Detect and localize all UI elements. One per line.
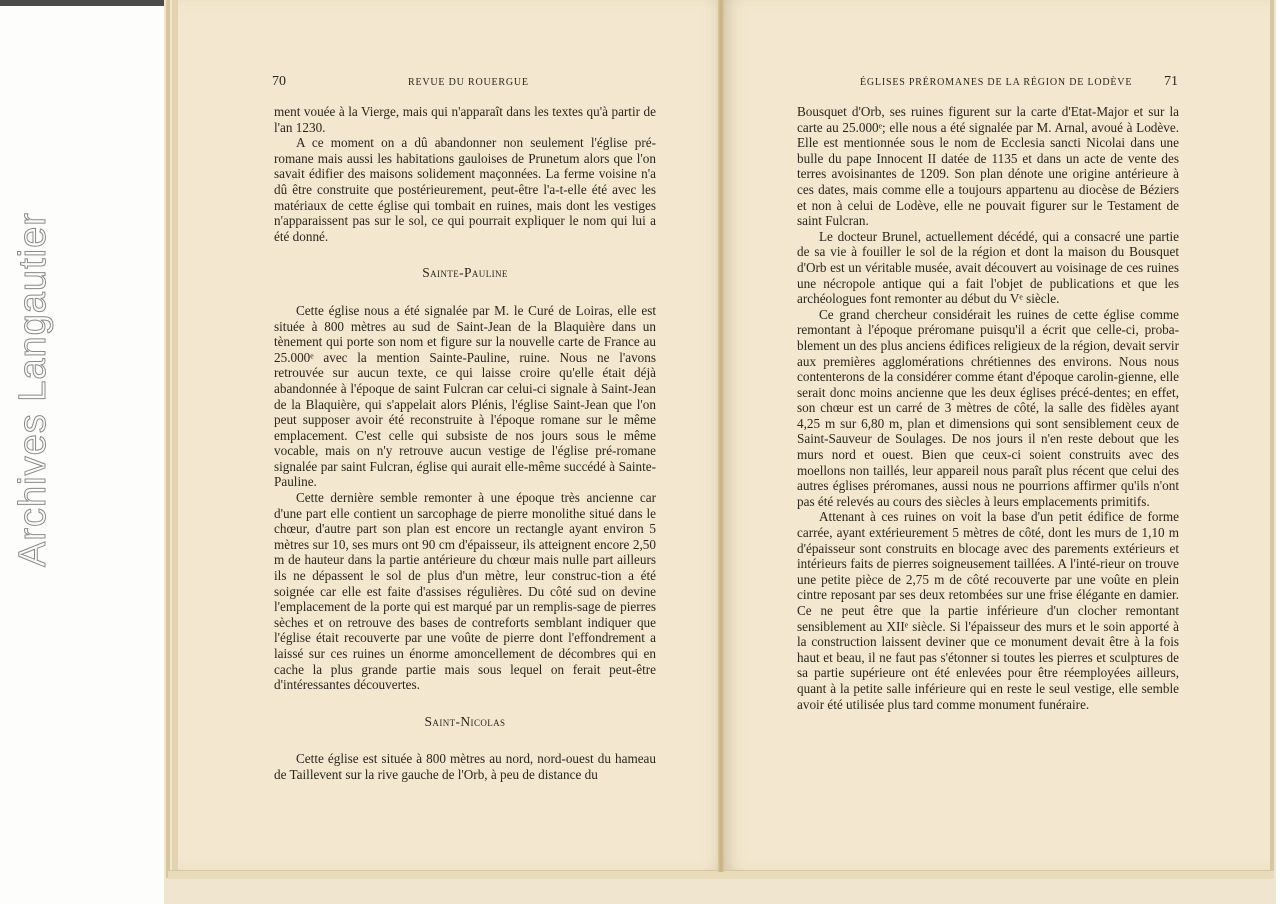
paragraph: Cette église nous a été signalée par M. le Curé de Loiras, elle est située à 800 mètres au sud de Saint-Jean de la Blaquière dans un tènement qui porte son nom et figure sur la nouvelle carte de France au 25.000ᵉ avec la mention Sainte-Pauline, ruine. Nous ne l'avons retrouvée sur aucun texte, ce qui laisse croire qu'elle était déjà abandonnée à l'époque de saint Fulcran car celui-ci signale à Saint-Jean de la Blaquière, qui s'appelait alors Plénis, l'église Saint-Jean que l'on peut supposer avoir été reconstruite à l'époque romane sur le même emplacement. C'est celle qui subsiste de nos jours sous le même vocable, mais on n'y retrouve aucun vestige de l'église pré-romane signalée par saint Fulcran, église qui aurait elle-même succédé à Sainte-Pauline. — [274, 302, 656, 490]
scan-edge-strip — [0, 0, 172, 6]
paragraph: Ce grand chercheur considérait les ruines de cette église comme remontant à l'époque préromane puisqu'il a écrit que celle-ci, proba-blement un des plus anciens édifices religieux de la région, devait servir aux premières agglomérations chrétiennes des environs. Nous nous contenterons de la considérer comme étant d'époque carolin-gienne, elle serait donc moins ancienne que les deux églises précé-dentes; en effet, son chœur est un carré de 3 mètres de côté, la salle des fidèles ayant 4,25 m sur 6,80 m, plan et dimensions qui sont sensiblement ceux de Saint-Sauveur de Soulages. De nos jours il n'en reste debout que les murs nord et ouest. Bien que ceux-ci soient construits avec des moellons non taillés, leur appareil nous paraît plus récent que celui des autres églises préromanes, aussi nous ne pourrions affirmer qu'ils n'ont pas été relevés au cours des siècles à leurs emplacements primitifs. — [797, 306, 1179, 509]
archive-watermark: Archives Langautier — [12, 212, 54, 567]
right-page-text — [797, 104, 1179, 712]
left-page-number: 70 — [272, 74, 286, 89]
paragraph: Bousquet d'Orb, ses ruines figurent sur la carte d'Etat-Major et sur la carte au 25.000ᵉ; elle nous a été signalée par M. Arnal, avoué à Lodève. Elle est mentionnée sous le nom de Ecclesia sancti Nicolai dans une bulle du pape Innocent II datée de 1135 et dans un acte de vente des terres avoisinantes de 1209. Son plan dénote une origine antérieure à ces dates, mais comme elle a toujours appartenu au diocèse de Béziers et non à celui de Lodève, elle ne pouvait figurer sur le Testament de saint Fulcran. — [797, 104, 1179, 229]
paragraph: A ce moment on a dû abandonner non seulement l'église pré-romane mais aussi les habitations gauloises de Prunetum alors que l'on savait édifier des maisons solidement maçonnées. La ferme voisine n'a dû être construite que postérieurement, peut-être l'a-t-elle été avec les matériaux de cette église qui tombait en ruines, mais dont les vestiges n'apparaissent pas sur le sol, ce qui pourrait expliquer le nom qui lui a été donné. — [274, 135, 656, 244]
paragraph: Cette dernière semble remonter à une époque très ancienne car d'une part elle contient un sarcophage de pierre monolithe situé dans le chœur, d'autre part son plan est encore un rectangle ayant environ 5 mètres sur 10, ses murs ont 90 cm d'épaisseur, ils atteignent encore 2,50 m de hauteur dans la partie antérieure du chœur mais nulle part ailleurs ils ne dépassent le sol de plus d'un mètre, leur construc-tion a été soignée car elle est faite d'assises régulières. Du côté sud on devine l'emplacement de la porte qui est marqué par un remplis-sage de pierres sèches et on retrouve des bases de contreforts semblant indiquer que l'église était recouverte par une voûte de pierre dont l'effondrement a laissé sur ces ruines un énorme amoncellement de décombres qui en cache la plus grande partie mais sous lequel on ferait peut-être d'intéressantes découvertes. — [274, 490, 656, 693]
left-page-text — [274, 104, 656, 783]
paragraph: Attenant à ces ruines on voit la base d'un petit édifice de forme carrée, ayant extérieurement 5 mètres de côté, dont les murs de 1,10 m d'épaisseur sont construits en blocage avec des parements extérieurs et intérieurs faits de pierres soigneusement taillées. A l'inté-rieur on trouve une petite pièce de 2,75 m de côté recouverte par une voûte en plein cintre reposant par ses deux retombées sur une frise élégante en damier. Ce ne peut être que la partie inférieure d'un clocher remontant sensiblement au XIIᵉ siècle. Si l'épaisseur des murs et le soin apporté à la construction laissent deviner que ce monument devait être à la fois haut et beau, il ne faut pas s'étonner si toutes les pierres et sculptures de sa partie supérieure ont été enlevées pour être réemployées ailleurs, quant à la petite salle inférieure qui en reste le seul vestige, elle semble avoir été utilisée plus tard comme monument funéraire. — [797, 509, 1179, 712]
right-page-number: 71 — [1164, 74, 1178, 89]
paragraph: ment vouée à la Vierge, mais qui n'apparaît dans les textes qu'à partir de l'an 1230. — [274, 104, 656, 135]
paragraph: Cette église est située à 800 mètres au nord, nord-ouest du hameau de Taillevent sur la rive gauche de l'Orb, à peu de distance du — [274, 751, 656, 782]
right-page-edge — [1270, 0, 1274, 878]
section-heading: Saint-Nicolas — [424, 713, 506, 729]
paragraph: Le docteur Brunel, actuellement décédé, qui a consacré une partie de sa vie à fouiller le sol de la région et dont la maison du Bousquet d'Orb est un véritable musée, avait découvert au voisinage de ces ruines une nécropole antique qui a fait l'objet de publications et que les archéologues font remonter au début du Vᵉ siècle. — [797, 228, 1179, 307]
right-running-head: ÉGLISES PRÉROMANES DE LA RÉGION DE LODÈVE — [860, 77, 1133, 88]
section-heading: Sainte-Pauline — [422, 265, 508, 281]
left-page-edge — [166, 0, 170, 878]
left-running-head: REVUE DU ROUERGUE — [408, 77, 529, 88]
book-gutter — [718, 0, 724, 872]
